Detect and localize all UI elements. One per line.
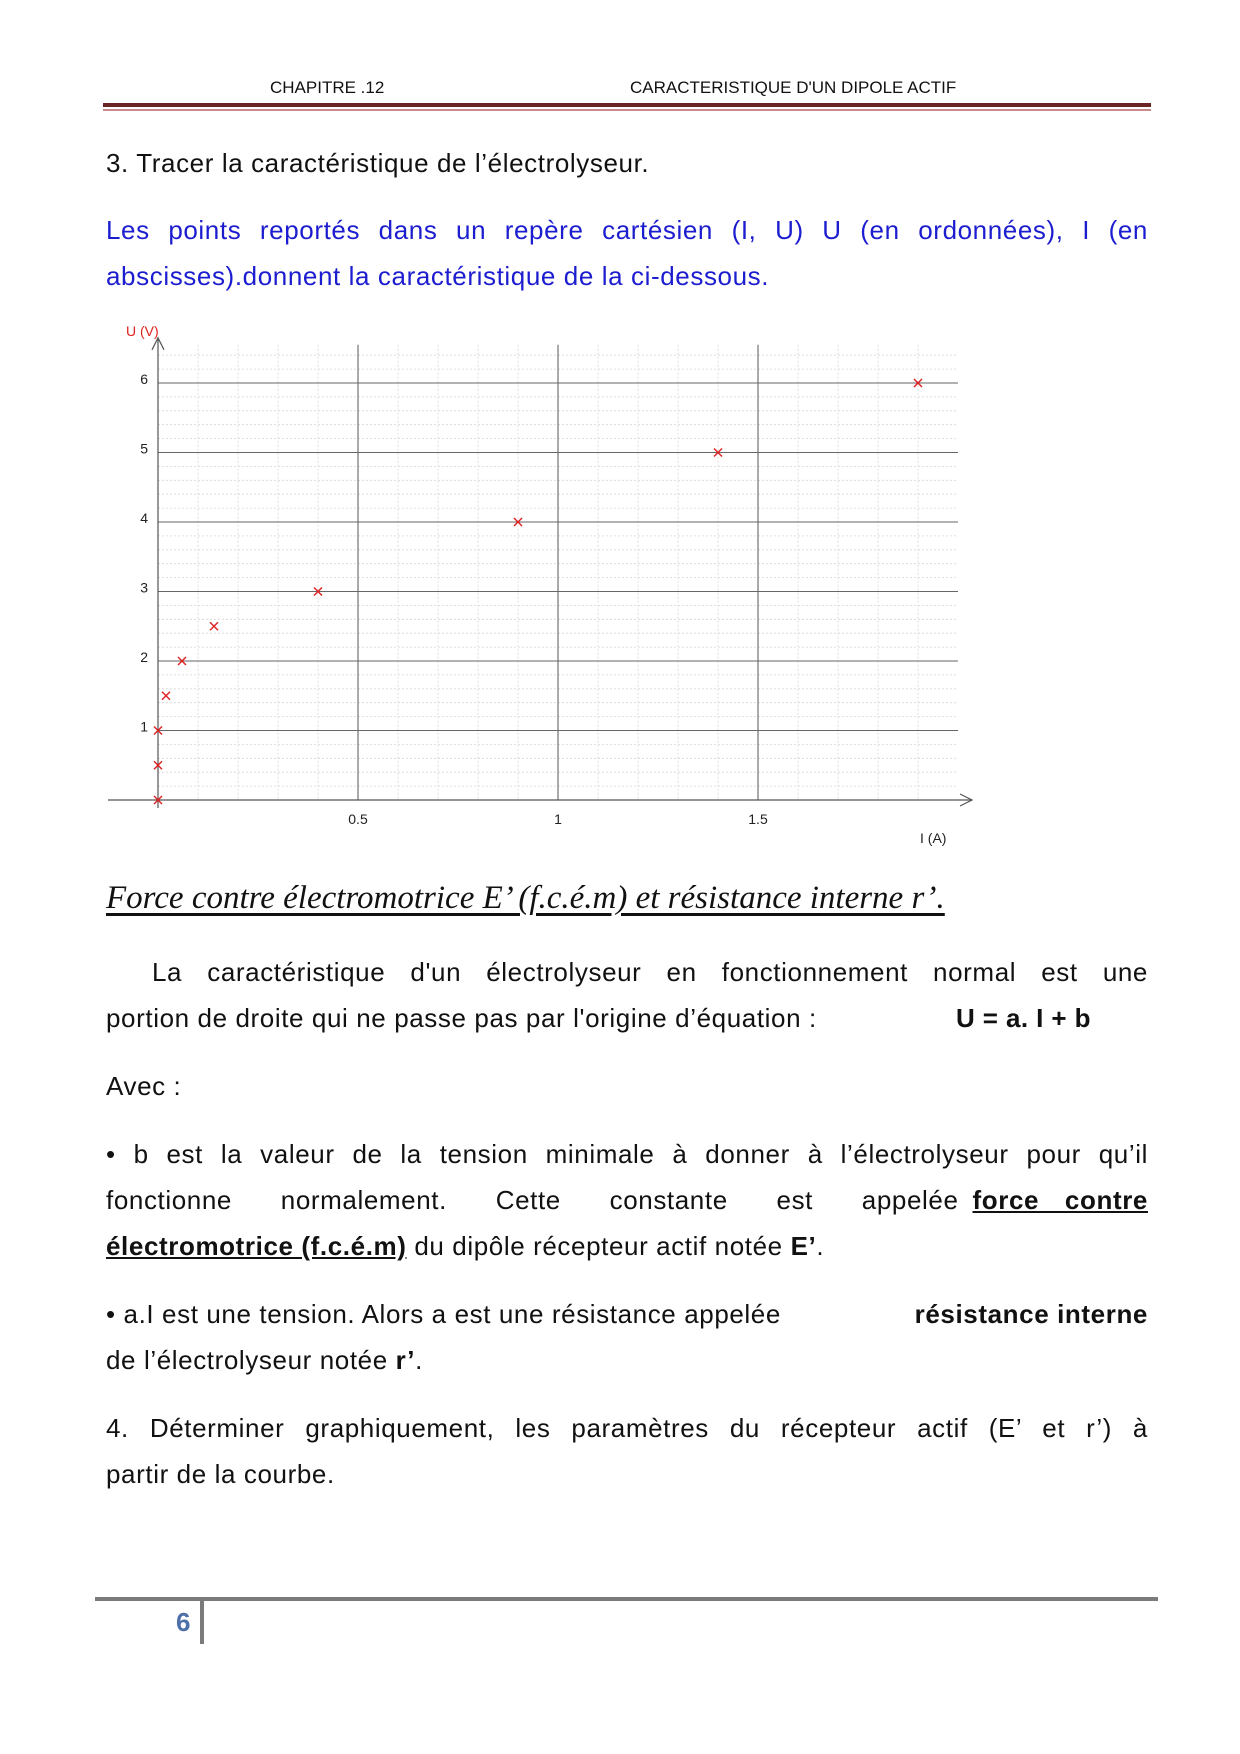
- bullet-1-line-3-text: du dipôle récepteur actif notée: [414, 1231, 783, 1261]
- footer-divider: [200, 1601, 204, 1644]
- chart-x-axis-label: I (A): [920, 830, 947, 846]
- fcem-term: force contre: [972, 1185, 1148, 1215]
- chart-x-tick-label: 1: [554, 811, 562, 827]
- chart-y-tick-label: 2: [140, 649, 148, 665]
- bullet-1-period: .: [816, 1231, 825, 1261]
- question-4-line-1: 4. Déterminer graphiquement, les paramètres du récepteur actif (E’ et r’) à: [106, 1413, 1148, 1443]
- chart-y-tick-label: 5: [140, 440, 148, 457]
- fcem-term-2: électromotrice (f.c.é.m): [106, 1231, 407, 1261]
- equation: U = a. I + b: [956, 1003, 1091, 1033]
- bullet-1-line-3: [106, 1231, 824, 1262]
- section-heading: Force contre électromotrice E’ (f.c.é.m) et résistance interne r’.: [106, 880, 945, 916]
- ui-characteristic-chart: [100, 318, 980, 858]
- bullet-1-line-2-text: fonctionne normalement. Cette constante est appelée: [106, 1185, 959, 1215]
- symbol-e-prime: E’: [790, 1231, 817, 1261]
- chart-y-tick-label: 6: [140, 371, 148, 387]
- bullet-1-line-2: [106, 1185, 1148, 1216]
- answer-3-line-2: abscisses).donnent la caractéristique de la ci-dessous.: [106, 261, 770, 291]
- chart-y-axis-label: U (V): [126, 323, 159, 339]
- question-3: 3. Tracer la caractéristique de l’électrolyseur.: [106, 148, 650, 178]
- chart-y-tick-label: 4: [140, 510, 148, 526]
- bullet-2-line-1-text: • a.I est une tension. Alors a est une résistance appelée: [106, 1299, 781, 1329]
- header-rule: [103, 103, 1151, 107]
- chart-y-tick-label: 3: [140, 579, 148, 596]
- bullet-2-line-1: [106, 1299, 1148, 1330]
- para-1-line-2: portion de droite qui ne passe pas par l'origine d’équation :: [106, 1003, 817, 1033]
- header-chapter: CHAPITRE .12: [270, 78, 385, 97]
- chart-data-point: [210, 622, 218, 630]
- page-number: 6: [176, 1607, 191, 1637]
- header-rule-light: [103, 109, 1151, 111]
- question-4-line-2: partir de la courbe.: [106, 1459, 335, 1489]
- symbol-r-prime: r’: [395, 1345, 416, 1375]
- chart-y-tick-label: 1: [140, 718, 148, 735]
- internal-resistance-term: résistance interne: [914, 1299, 1148, 1329]
- avec-label: Avec :: [106, 1071, 182, 1101]
- para-1-line-1: La caractéristique d'un électrolyseur en fonctionnement normal est une: [152, 957, 1148, 987]
- bullet-2-period: .: [415, 1345, 423, 1375]
- bullet-2-line-2: [106, 1345, 423, 1376]
- answer-3-line-1: Les points reportés dans un repère cartésien (I, U) U (en ordonnées), I (en: [106, 215, 1148, 245]
- chart-x-tick-label: 1.5: [748, 811, 768, 827]
- chart-data-point: [162, 692, 170, 700]
- header-title: CARACTERISTIQUE D'UN DIPOLE ACTIF: [630, 78, 957, 97]
- bullet-2-line-2-text: de l’électrolyseur notée: [106, 1345, 388, 1375]
- footer-rule: [95, 1597, 1158, 1601]
- chart-x-tick-label: 0.5: [348, 811, 368, 827]
- bullet-1-line-1: • b est la valeur de la tension minimale à donner à l’électrolyseur pour qu’il: [106, 1139, 1148, 1169]
